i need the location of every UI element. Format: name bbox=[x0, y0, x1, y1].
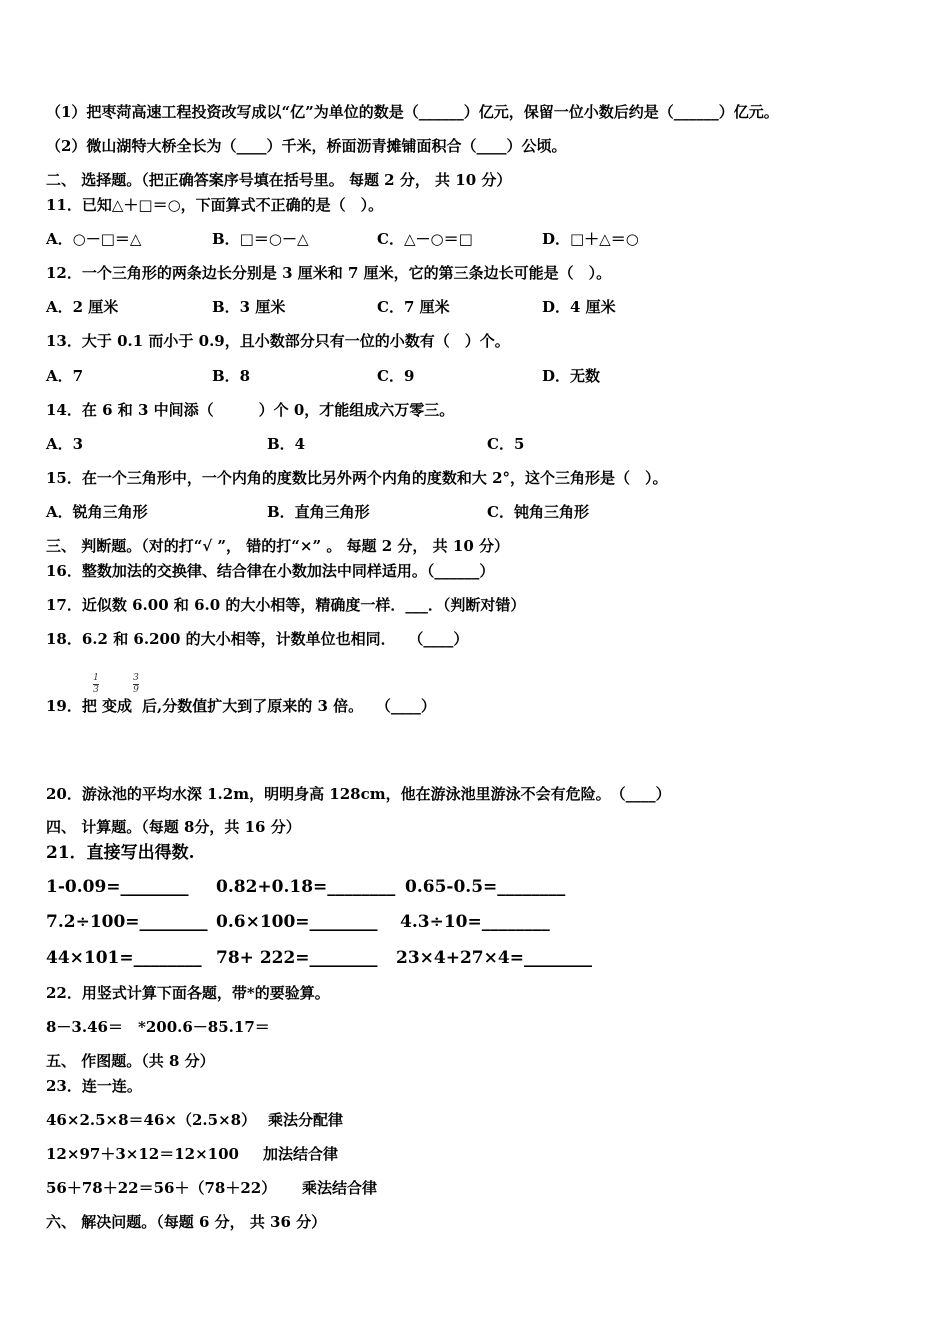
q13-option-d: D．无数 bbox=[542, 367, 601, 385]
question-16: 16．整数加法的交换律、结合律在小数加法中同样适用。（______） bbox=[46, 562, 495, 580]
calc-2-1: 7.2÷100=________ bbox=[46, 912, 208, 932]
q12-option-b: B．3 厘米 bbox=[212, 298, 286, 316]
question-20: 20．游泳池的平均水深 1.2m，明明身高 128cm，他在游泳池里游泳不会有危险。 （____） bbox=[46, 785, 671, 803]
q15-option-a: A．锐角三角形 bbox=[46, 503, 148, 521]
q14-option-c: C．5 bbox=[487, 435, 525, 453]
question-19-a: 19．把 bbox=[46, 697, 97, 715]
question-23: 23．连一连。 bbox=[46, 1077, 142, 1095]
question-11: 11．已知△＋□＝○，下面算式不正确的是（ ）。 bbox=[46, 196, 384, 214]
calc-2-2: 0.6×100=________ bbox=[216, 912, 378, 932]
question-1: （1）把枣菏高速工程投资改写成以“亿”为单位的数是（______）亿元，保留一位小数后约是（______）亿元。 bbox=[46, 103, 779, 121]
question-13: 13．大于 0.1 而小于 0.9，且小数部分只有一位的小数有（ ）个。 bbox=[46, 332, 510, 350]
calc-1-3: 0.65-0.5=________ bbox=[405, 877, 566, 897]
section-2-heading: 二、 选择题。（把正确答案序号填在括号里。 每题 2 分， 共 10 分） bbox=[46, 171, 512, 189]
q11-option-c: C．△－○＝□ bbox=[377, 230, 473, 248]
question-22: 22．用竖式计算下面各题，带*的要验算。 bbox=[46, 984, 330, 1002]
question-15: 15．在一个三角形中，一个内角的度数比另外两个内角的度数和大 2°，这个三角形是（ ）。 bbox=[46, 469, 668, 487]
q15-option-c: C．钝角三角形 bbox=[487, 503, 589, 521]
calc-1-1: 1-0.09=________ bbox=[46, 877, 189, 897]
q13-option-a: A．7 bbox=[46, 367, 84, 385]
question-17: 17．近似数 6.00 和 6.0 的大小相等，精确度一样．___．（判断对错） bbox=[46, 596, 526, 614]
q13-option-b: B．8 bbox=[212, 367, 251, 385]
question-19-b: 变成 bbox=[102, 697, 133, 715]
calc-3-3: 23×4+27×4=________ bbox=[396, 948, 592, 968]
q15-option-b: B．直角三角形 bbox=[267, 503, 370, 521]
section-6-heading: 六、 解决问题。（每题 6 分， 共 36 分） bbox=[46, 1213, 327, 1231]
calc-3-1: 44×101=________ bbox=[46, 948, 202, 968]
question-12: 12．一个三角形的两条边长分别是 3 厘米和 7 厘米，它的第三条边长可能是（ ）。 bbox=[46, 264, 612, 282]
fraction-one-third: 1 3 bbox=[93, 673, 99, 695]
section-5-heading: 五、 作图题。（共 8 分） bbox=[46, 1052, 215, 1070]
calc-2-3: 4.3÷10=________ bbox=[400, 912, 550, 932]
question-19-c: 后,分数值扩大到了原来的 3 倍。 （____） bbox=[142, 697, 436, 715]
q12-option-c: C．7 厘米 bbox=[377, 298, 450, 316]
q14-option-a: A．3 bbox=[46, 435, 84, 453]
match-right-2: 加法结合律 bbox=[263, 1145, 339, 1163]
match-left-1: 46×2.5×8＝46×（2.5×8） bbox=[46, 1111, 257, 1129]
fraction-three-ninths: 3 9 bbox=[133, 673, 139, 695]
question-18: 18．6.2 和 6.200 的大小相等，计数单位也相同． （____） bbox=[46, 630, 469, 648]
q11-option-b: B．□＝○－△ bbox=[212, 230, 309, 248]
q11-option-d: D．□＋△＝○ bbox=[542, 230, 639, 248]
calc-1-2: 0.82+0.18=________ bbox=[216, 877, 396, 897]
section-4-heading: 四、 计算题。（每题 8分，共 16 分） bbox=[46, 818, 301, 836]
q12-option-a: A．2 厘米 bbox=[46, 298, 119, 316]
match-right-3: 乘法结合律 bbox=[302, 1179, 378, 1197]
q11-option-a: A．○－□＝△ bbox=[46, 230, 142, 248]
question-14: 14．在 6 和 3 中间添（ ）个 0，才能组成六万零三。 bbox=[46, 401, 455, 419]
calc-3-2: 78+ 222=________ bbox=[216, 948, 378, 968]
question-21: 21．直接写出得数. bbox=[46, 843, 195, 863]
q14-option-b: B．4 bbox=[267, 435, 306, 453]
q13-option-c: C．9 bbox=[377, 367, 415, 385]
question-22-items: 8－3.46＝ *200.6－85.17＝ bbox=[46, 1018, 270, 1036]
match-left-2: 12×97＋3×12＝12×100 bbox=[46, 1145, 239, 1163]
section-3-heading: 三、 判断题。（对的打“√ ”， 错的打“×” 。 每题 2 分， 共 10 分） bbox=[46, 537, 509, 555]
question-2: （2）微山湖特大桥全长为（____）千米，桥面沥青摊铺面积合（____）公顷。 bbox=[46, 137, 567, 155]
match-left-3: 56＋78＋22＝56＋（78＋22） bbox=[46, 1179, 277, 1197]
q12-option-d: D．4 厘米 bbox=[542, 298, 616, 316]
match-right-1: 乘法分配律 bbox=[268, 1111, 344, 1129]
